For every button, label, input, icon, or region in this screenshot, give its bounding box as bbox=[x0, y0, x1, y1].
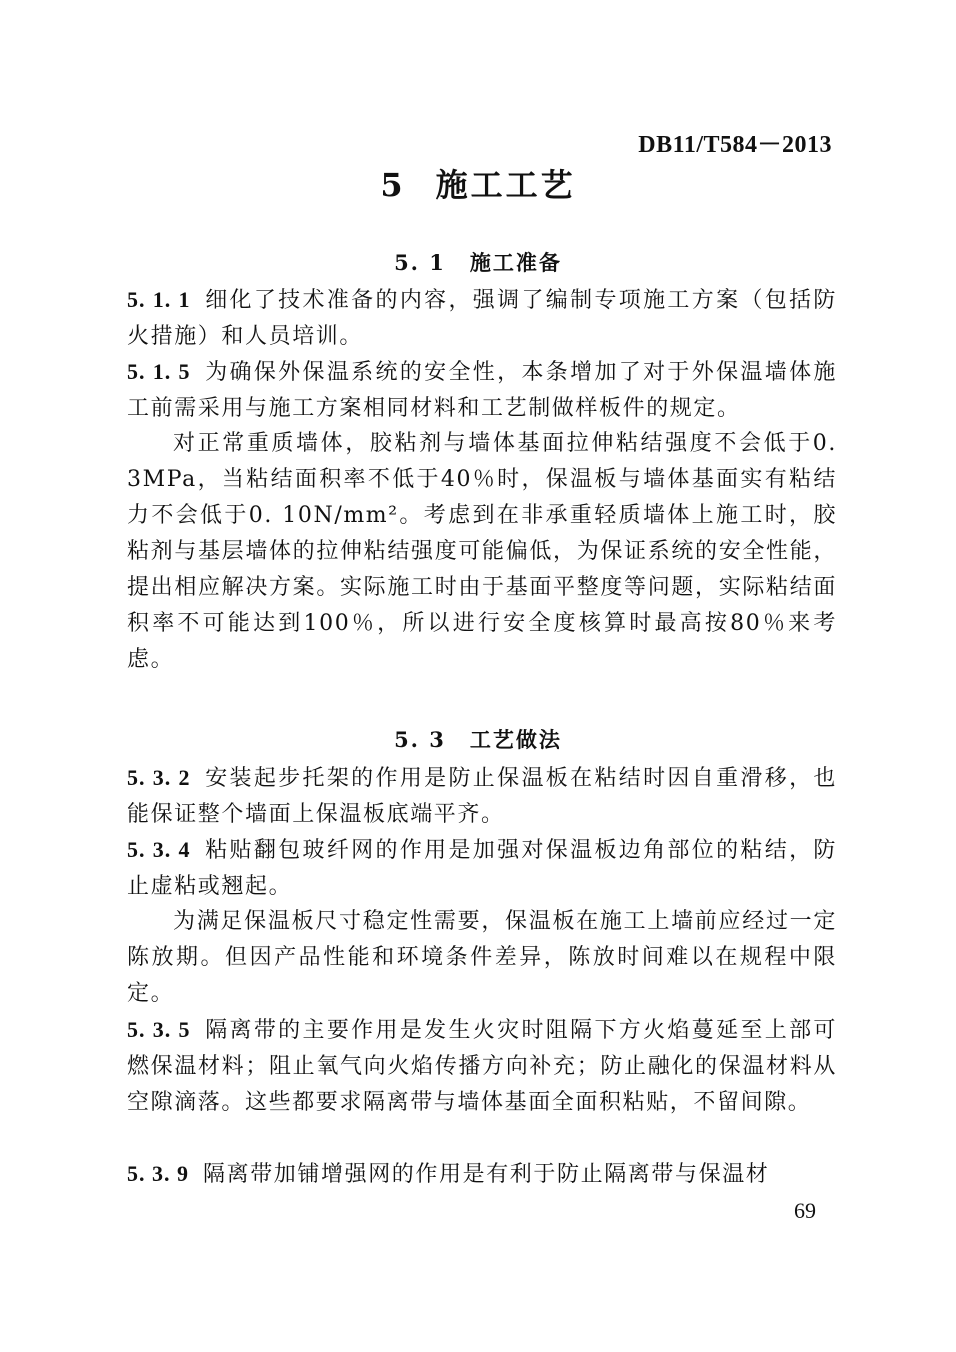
clause-text: 细化了技术准备的内容，强调了编制专项施工方案（包括防火措施）和人员培训。 bbox=[127, 288, 838, 349]
clause-5-1-1 bbox=[127, 282, 837, 355]
section-number: 5. 3 bbox=[394, 727, 446, 752]
clause-5-3-9 bbox=[127, 1156, 837, 1193]
clause-text: 隔离带加铺增强网的作用是有利于防止隔离带与保温材 bbox=[203, 1162, 770, 1187]
clause-5-3-5 bbox=[127, 1012, 837, 1121]
clause-5-1-5 bbox=[127, 354, 837, 427]
chapter-title-text: 施工工艺 bbox=[435, 166, 576, 204]
clause-5-3-2 bbox=[127, 760, 837, 833]
section-heading-5-3 bbox=[0, 724, 956, 754]
explanation-paragraph: 对正常重质墙体，胶粘剂与墙体基面拉伸粘结强度不会低于0. 3MPa，当粘结面积率不低于40％时，保温板与墙体基面实有粘结力不会低于0. 10N/mm²。考虑到在非承重轻质墙体上施工时，胶粘剂与基层墙体的拉伸粘结强度可能偏低，为保证系统的安全性能，提出相应解决方案。实际施工时由于基面平整度等问题，实际粘结面积率不可能达到100％，所以进行安全度核算时最高按80％来考虑。 bbox=[127, 431, 837, 672]
clause-number: 5. 1. 1 bbox=[127, 287, 191, 312]
chapter-title bbox=[0, 160, 956, 206]
standard-code: DB11/T584－2013 bbox=[638, 132, 832, 158]
clause-text: 隔离带的主要作用是发生火灾时阻隔下方火焰蔓延至上部可燃保温材料；阻止氧气向火焰传播方向补充；防止融化的保温材料从空隙滴落。这些都要求隔离带与墙体基面全面积粘贴，不留间隙。 bbox=[127, 1018, 838, 1115]
clause-number: 5. 3. 5 bbox=[127, 1017, 191, 1042]
section-heading-5-1 bbox=[0, 247, 956, 277]
clause-text: 安装起步托架的作用是防止保温板在粘结时因自重滑移，也能保证整个墙面上保温板底端平齐。 bbox=[127, 766, 838, 827]
clause-5-3-4 bbox=[127, 832, 837, 905]
clause-number: 5. 3. 9 bbox=[127, 1161, 189, 1186]
clause-number: 5. 3. 2 bbox=[127, 765, 191, 790]
chapter-number: 5 bbox=[380, 166, 406, 204]
clause-number: 5. 1. 5 bbox=[127, 359, 191, 384]
section-title: 工艺做法 bbox=[469, 727, 562, 752]
clause-text: 为确保外保温系统的安全性，本条增加了对于外保温墙体施工前需采用与施工方案相同材料和工艺制做样板件的规定。 bbox=[127, 360, 838, 421]
page-number: 69 bbox=[794, 1198, 816, 1223]
section-number: 5. 1 bbox=[394, 250, 446, 275]
clause-number: 5. 3. 4 bbox=[127, 837, 191, 862]
section-title: 施工准备 bbox=[469, 250, 562, 275]
clause-text: 粘贴翻包玻纤网的作用是加强对保温板边角部位的粘结，防止虚粘或翘起。 bbox=[127, 838, 838, 899]
explanation-paragraph: 为满足保温板尺寸稳定性需要，保温板在施工上墙前应经过一定陈放期。但因产品性能和环境条件差异，陈放时间难以在规程中限定。 bbox=[127, 909, 837, 1006]
